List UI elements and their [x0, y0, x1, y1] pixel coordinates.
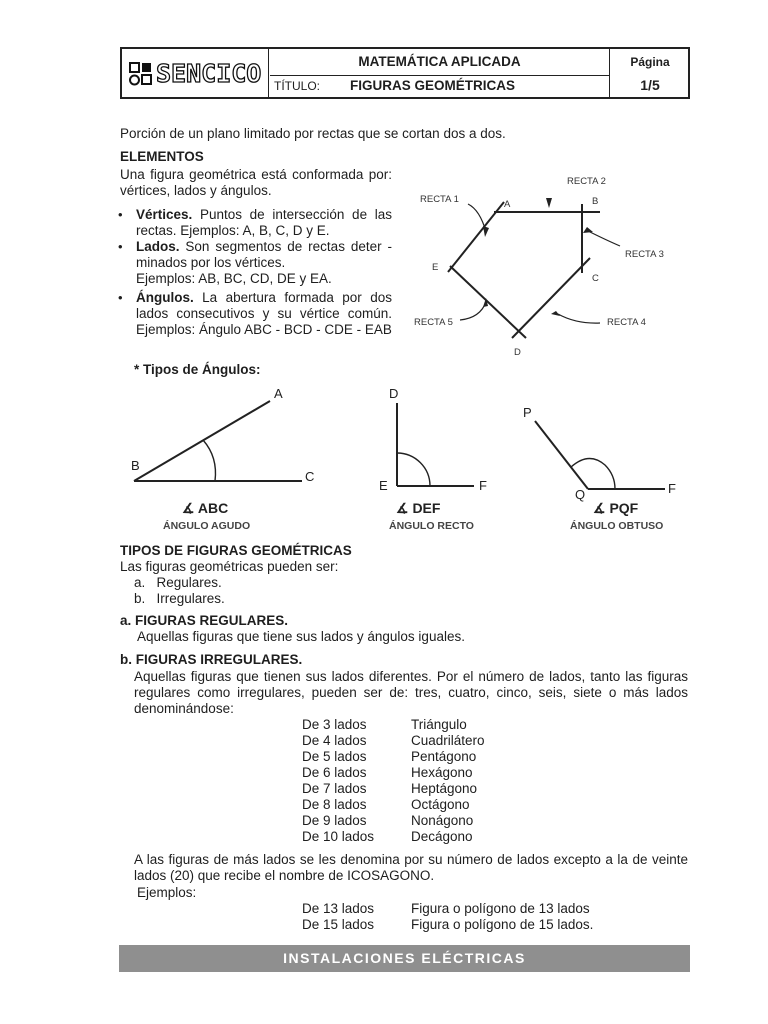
recta4-label: RECTA 4 [607, 317, 646, 328]
table-row-sides: De 5 lados [302, 749, 367, 764]
table-row-name: Cuadrilátero [411, 733, 485, 748]
recta3-label: RECTA 3 [625, 249, 664, 260]
tipos-figuras-heading: TIPOS DE FIGURAS GEOMÉTRICAS [120, 543, 352, 558]
vertices-text: Puntos de intersección de las rectas. Ejemplos: A, B, C, D y E. [136, 207, 392, 238]
regulares-text: Aquellas figuras que tiene sus lados y ángulos iguales. [137, 629, 465, 644]
table-row-sides: De 8 lados [302, 797, 367, 812]
tipos-figuras-text: Las figuras geométricas pueden ser: [120, 559, 339, 574]
vertex-d-label: D [514, 347, 521, 358]
table-row-sides: De 6 lados [302, 765, 367, 780]
recta4-arrow-icon [551, 311, 560, 316]
acute-notation: ∡ ABC [182, 500, 229, 516]
subject-title: MATEMÁTICA APLICADA [358, 54, 521, 69]
vertex-c-label: C [592, 273, 599, 284]
vertex-b-label: B [592, 196, 599, 207]
table-row-sides: De 3 lados [302, 717, 367, 732]
acute-caption: ÁNGULO AGUDO [163, 520, 251, 532]
right-vertex-f: F [479, 478, 487, 493]
table-row-sides: De 7 lados [302, 781, 367, 796]
example-row-name: Figura o polígono de 13 lados [411, 901, 590, 916]
table-row-name: Heptágono [411, 781, 478, 796]
title-label: TÍTULO: [274, 79, 321, 93]
recta1-label: RECTA 1 [420, 194, 459, 205]
vertex-e-label: E [432, 262, 439, 273]
table-row-sides: De 10 lados [302, 829, 375, 844]
document-title: FIGURAS GEOMÉTRICAS [350, 78, 516, 93]
examples-label: Ejemplos: [137, 885, 197, 900]
recta2-label: RECTA 2 [567, 176, 606, 187]
example-row-name: Figura o polígono de 15 lados. [411, 917, 594, 932]
example-row-sides: De 13 lados [302, 901, 375, 916]
pentagon-figure [400, 168, 700, 363]
document-header [120, 47, 690, 99]
obtuse-caption: ÁNGULO OBTUSO [570, 520, 664, 532]
recta3-arrow-icon [583, 227, 593, 233]
table-row-name: Decágono [411, 829, 473, 844]
bullet-icon: • [118, 290, 123, 305]
table-row-name: Pentágono [411, 749, 477, 764]
obtuse-vertex-p: P [523, 405, 532, 420]
recta1-arrow-icon [483, 226, 489, 237]
angulos-text: La abertura formada por dos lados consecutivos y su vértice común. Ejemplos: Ángulo ABC - BCD - CDE - EAB [136, 290, 392, 337]
logo-mark-icon [128, 61, 154, 87]
irregulares-text: Aquellas figuras que tienen sus lados diferentes. Por el número de lados, tanto las figuras regulares como irregulares, pueden ser de: tres, cuatro, cinco, seis, siete o más lados denominándose: [134, 669, 688, 716]
intro-text: Porción de un plano limitado por rectas que se cortan dos a dos. [120, 126, 506, 141]
recta2-arrow-icon [546, 198, 552, 208]
list-item-regulares: a. Regulares. [134, 575, 222, 590]
vertex-a-label: A [504, 199, 511, 210]
table-row-name: Octágono [411, 797, 470, 812]
lados-examples: Ejemplos: AB, BC, CD, DE y EA. [136, 271, 332, 286]
regulares-heading: a. FIGURAS REGULARES. [120, 613, 289, 628]
logo-text: SENCICO [156, 59, 262, 88]
right-notation: ∡ DEF [396, 500, 441, 516]
obtuse-vertex-f: F [668, 481, 676, 496]
right-vertex-e: E [379, 478, 388, 493]
right-caption: ÁNGULO RECTO [389, 520, 474, 532]
footer-banner: INSTALACIONES ELÉCTRICAS [119, 945, 690, 972]
table-row-name: Triángulo [411, 717, 467, 732]
more-sides-text: A las figuras de más lados se les denomina por su número de lados excepto a la de veinte lados (20) que recibe el nombre de ICOSAGONO. [134, 852, 688, 883]
table-row-name: Nonágono [411, 813, 474, 828]
table-row-sides: De 4 lados [302, 733, 367, 748]
table-row-name: Hexágono [411, 765, 473, 780]
example-row-sides: De 15 lados [302, 917, 375, 932]
bullet-icon: • [118, 239, 123, 254]
recta5-label: RECTA 5 [414, 317, 453, 328]
bullet-icon: • [118, 207, 123, 222]
angulos-term: Ángulos. [136, 290, 194, 305]
obtuse-vertex-q: Q [575, 487, 586, 502]
lados-term: Lados. [136, 239, 180, 254]
acute-angle-figure [120, 383, 330, 535]
right-angle-figure [370, 383, 510, 535]
acute-vertex-c: C [305, 469, 315, 484]
vertices-item [136, 207, 392, 239]
obtuse-notation: ∡ PQF [593, 500, 639, 516]
list-item-irregulares: b. Irregulares. [134, 591, 225, 606]
right-vertex-d: D [389, 386, 399, 401]
page-label: Página [630, 55, 670, 69]
obtuse-angle-figure [515, 383, 690, 535]
acute-vertex-a: A [274, 386, 283, 401]
angulos-item [136, 290, 392, 338]
page-number: 1/5 [640, 77, 660, 93]
irregulares-heading: b. FIGURAS IRREGULARES. [120, 652, 303, 667]
elementos-text: Una figura geométrica está conformada por: vértices, lados y ángulos. [120, 167, 392, 198]
elementos-heading: ELEMENTOS [120, 149, 204, 164]
vertices-term: Vértices. [136, 207, 193, 222]
sencico-logo [126, 57, 266, 91]
lados-text: Son segmentos de rectas deter - minados por los vértices. [136, 239, 392, 270]
acute-vertex-b: B [131, 458, 140, 473]
table-row-sides: De 9 lados [302, 813, 367, 828]
lados-item [136, 239, 392, 271]
tipos-angulos-heading: * Tipos de Ángulos: [134, 362, 261, 377]
